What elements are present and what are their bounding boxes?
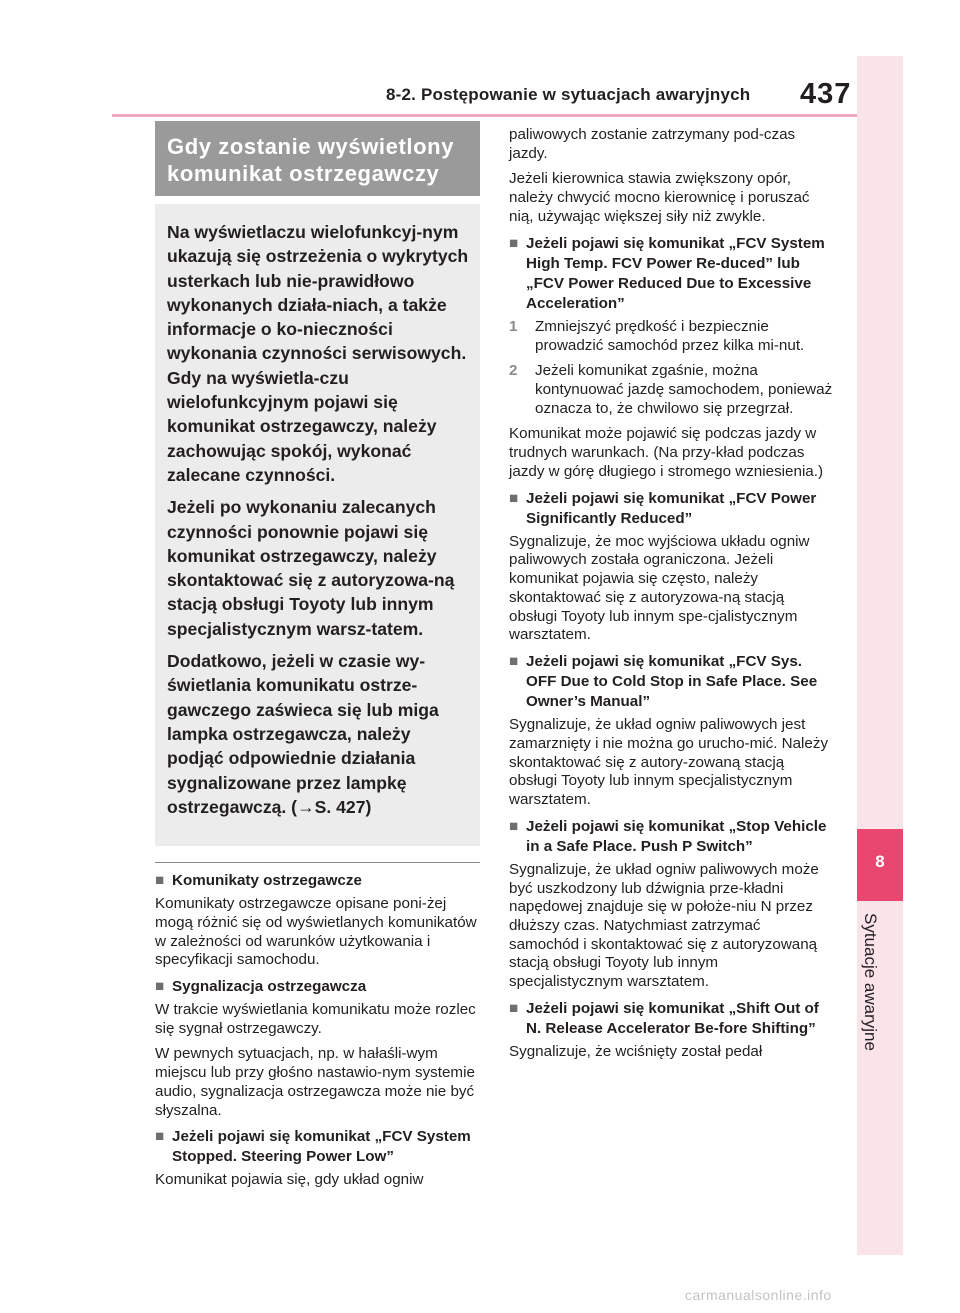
step-number: 1 <box>509 317 518 335</box>
subheading-text: Jeżeli pojawi się komunikat „FCV Power Significantly Reduced” <box>526 489 817 527</box>
section-title: 8-2. Postępowanie w sytuacjach awaryjnych <box>386 85 751 104</box>
intro-paragraph-1: Na wyświetlaczu wielofunkcyj-nym ukazują się ostrzeżenia o wykrytych usterkach lub nie-prawidłowo wykonanych działa-niach, a także informacje o ko-nieczności wykonania czynności serwisowych. Gdy na wyświetla-czu wielofunkcyjnym pojawi się komunikat ostrzegawczy, należy zachowując spokój, wykonać zalecane czynności. <box>167 222 469 485</box>
subheading <box>509 817 834 857</box>
body-paragraph: Sygnalizuje, że moc wyjściowa układu ogniw paliwowych została ograniczona. Jeżeli komunikat pojawia się często, należy skontaktować się z autoryzowa-ną stacją obsługi Toyoty lub innym spe-cjalistycznym warsztatem. <box>509 532 810 644</box>
body-paragraph: Sygnalizuje, że wciśnięty został pedał <box>509 1043 763 1061</box>
subheading <box>155 871 480 891</box>
intro-paragraph-2: Jeżeli po wykonaniu zalecanych czynności ponownie pojawi się komunikat ostrzegawczy, należy skontaktować się z autoryzowa-ną stacją obsługi Toyoty lub innym specjalistycznym warsz-tatem. <box>167 497 455 639</box>
subheading-text: Jeżeli pojawi się komunikat „Shift Out of N. Release Accelerator Be-fore Shifting” <box>526 999 819 1037</box>
subheading-text: Jeżeli pojawi się komunikat „FCV Sys. OFF Due to Cold Stop in Safe Place. See Owner’s Manual” <box>526 652 818 711</box>
body-paragraph: Sygnalizuje, że układ ogniw paliwowych jest zamarznięty i nie można go urucho-mić. Należy skontaktować się z autory-zowaną stacją obsługi Toyoty lub innym specjalistycznym warsztatem. <box>509 716 829 809</box>
subheading-text: Komunikaty ostrzegawcze <box>172 872 362 889</box>
step-text: Jeżeli komunikat zgaśnie, można kontynuować jazdę samochodem, ponieważ oznacza to, że chwilowo się przegrzał. <box>535 362 833 417</box>
step-number: 2 <box>509 362 518 380</box>
body-paragraph: Sygnalizuje, że układ ogniw paliwowych może być uszkodzony lub dźwignia prze-kładni napędowej znajduje się w położe-niu N przez dłuższy czas. Natychmiast zatrzymać samochód i skontaktować się z autoryzowaną stacją obsługi Toyoty lub innym specjalistycznym warsztatem. <box>509 860 819 991</box>
square-bullet-icon: ■ <box>155 872 165 889</box>
step-item <box>509 362 834 418</box>
subheading <box>509 652 834 712</box>
intro-box <box>155 204 480 846</box>
body-paragraph: W pewnych sytuacjach, np. w hałaśli-wym miejscu lub przy głośno nastawio-nym systemie audio, sygnalizacja ostrzegawcza może nie być słyszalna. <box>155 1045 475 1119</box>
subheading-text: Jeżeli pojawi się komunikat „FCV System Stopped. Steering Power Low” <box>172 1128 471 1166</box>
square-bullet-icon: ■ <box>509 489 519 507</box>
step-text: Zmniejszyć prędkość i bezpiecznie prowadzić samochód przez kilka mi-nut. <box>535 317 805 354</box>
body-paragraph: W trakcie wyświetlania komunikatu może rozlec się sygnał ostrzegawczy. <box>155 1001 476 1037</box>
right-column <box>509 126 834 1069</box>
chapter-label: Sytuacje awaryjne <box>861 913 880 1051</box>
subheading <box>509 999 834 1039</box>
subheading <box>509 489 834 529</box>
page-reference: S. 427) <box>314 796 372 817</box>
subheading-text: Jeżeli pojawi się komunikat „Stop Vehicle in a Safe Place. Push P Switch” <box>526 817 827 855</box>
intro-paragraph-3-text: Dodatkowo, jeżeli w czasie wy-świetlania komunikatu ostrze-gawczego zaświeca się lub miga lampka ostrzegawcza, należy podjąć odpowiednie działania sygnalizowane przez lampkę ostrzegawczą. ( <box>167 651 439 817</box>
body-paragraph: paliwowych zostanie zatrzymany pod-czas jazdy. <box>509 126 796 162</box>
step-item <box>509 318 834 355</box>
subheading <box>155 1127 480 1167</box>
left-column <box>155 871 480 1197</box>
square-bullet-icon: ■ <box>509 999 519 1017</box>
watermark: carmanualsonline.info <box>685 1287 832 1303</box>
square-bullet-icon: ■ <box>155 977 165 995</box>
reference-arrow-icon: → <box>297 796 315 817</box>
square-bullet-icon: ■ <box>509 652 519 670</box>
square-bullet-icon: ■ <box>155 1128 165 1146</box>
header-rule <box>112 114 857 117</box>
square-bullet-icon: ■ <box>509 234 519 252</box>
topic-title-box <box>155 121 480 196</box>
topic-title-line-1: Gdy zostanie wyświetlony <box>167 134 455 159</box>
body-paragraph: Jeżeli kierownica stawia zwiększony opór, należy chwycić mocno kierownicę i poruszać nią, używając większej siły niż zwykle. <box>509 170 810 225</box>
body-paragraph: Komunikaty ostrzegawcze opisane poni-żej mogą różnić się od wyświetlanych komunikatów w zależności od warunków użytkowania i specyfikacji samochodu. <box>155 895 477 969</box>
chapter-number: 8 <box>875 852 885 871</box>
page-number: 437 <box>800 78 852 110</box>
subheading <box>509 234 834 314</box>
intro-paragraph-3 <box>167 649 470 819</box>
body-paragraph: Komunikat pojawia się, gdy układ ogniw <box>155 1171 424 1189</box>
subheading-text: Jeżeli pojawi się komunikat „FCV System High Temp. FCV Power Re-duced” lub „FCV Power Reduced Due to Excessive Acceleration” <box>526 234 825 312</box>
section-divider <box>155 862 480 863</box>
topic-title-line-2: komunikat ostrzegawczy <box>167 161 440 186</box>
square-bullet-icon: ■ <box>509 817 519 835</box>
subheading-text: Sygnalizacja ostrzegawcza <box>172 977 367 995</box>
body-paragraph: Komunikat może pojawić się podczas jazdy w trudnych warunkach. (Na przy-kład podczas jazdy w górę długiego i stromego wzniesienia.) <box>509 425 824 480</box>
subheading <box>155 977 480 997</box>
side-strip <box>857 56 903 1255</box>
